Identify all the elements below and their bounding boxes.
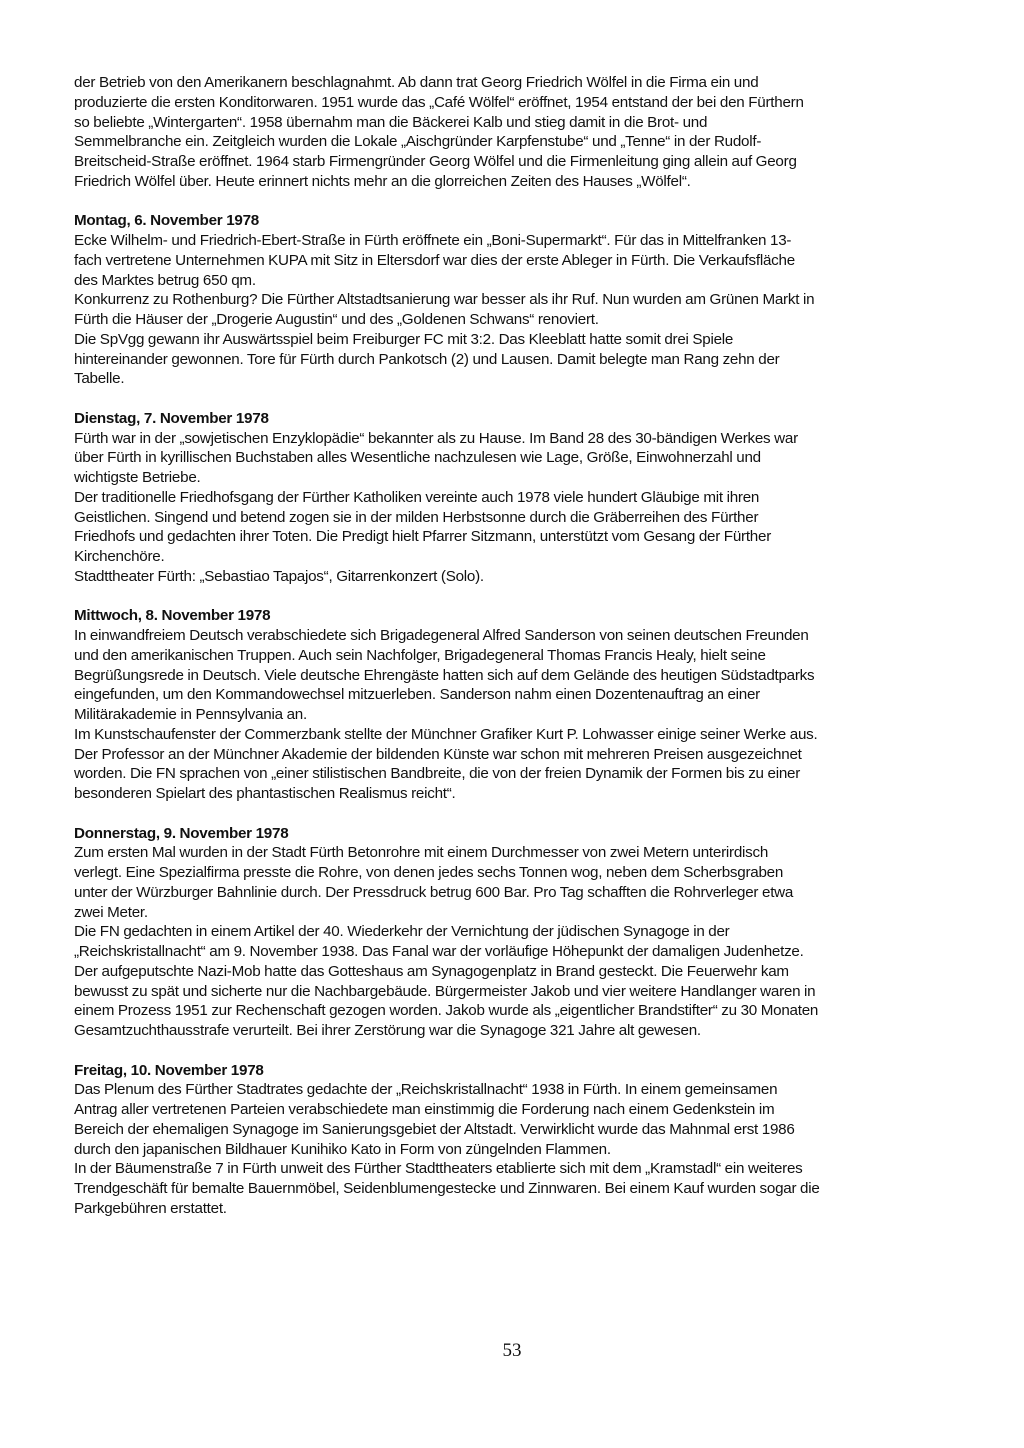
text-line: eingefunden, um den Kommandowechsel mitzuerleben. Sanderson nahm einen Dozentenauftrag an einer xyxy=(74,686,760,704)
text-line: Bereich der ehemaligen Synagoge im Sanierungsgebiet der Altstadt. Verwirklicht wurde das Mahnmal erst 1986 xyxy=(74,1120,795,1138)
text-line: Fürth die Häuser der „Drogerie Augustin“ und des „Goldenen Schwans“ renoviert. xyxy=(74,311,599,328)
text-line: Konkurrenz zu Rothenburg? Die Fürther Altstadtsanierung war besser als ihr Ruf. Nun wurden am Grünen Markt in xyxy=(74,291,815,309)
text-line: und den amerikanischen Truppen. Auch sein Nachfolger, Brigadegeneral Thomas Francis Healy, hielt seine xyxy=(74,646,766,664)
text-line: Semmelbranche ein. Zeitgleich wurden die Lokale „Aischgründer Karpfenstube“ und „Tenne“ in der Rudolf- xyxy=(74,133,762,151)
text-line: Militärakademie in Pennsylvania an. xyxy=(74,706,307,723)
text-line: Im Kunstschaufenster der Commerzbank stellte der Münchner Grafiker Kurt P. Lohwasser einige seiner Werke aus. xyxy=(74,725,818,743)
page-number: 53 xyxy=(502,1340,522,1361)
text-line: wichtigste Betriebe. xyxy=(74,469,201,486)
section-heading: Dienstag, 7. November 1978 xyxy=(74,409,269,427)
document-page xyxy=(74,73,959,1219)
text-line: In einwandfreiem Deutsch verabschiedete sich Brigadegeneral Alfred Sanderson von seinen deutschen Freunden xyxy=(74,627,809,644)
text-line: Stadttheater Fürth: „Sebastiao Tapajos“, Gitarrenkonzert (Solo). xyxy=(74,567,484,585)
text-line: Antrag aller vertretenen Parteien verabschiedete man einstimmig die Forderung nach einem Gedenkstein im xyxy=(74,1101,775,1118)
text-line: Gesamtzuchthausstrafe verurteilt. Bei ihrer Zerstörung war die Synagoge 321 Jahre alt gewesen. xyxy=(74,1022,701,1039)
section-donnerstag xyxy=(74,824,959,1041)
text-line: Der aufgeputschte Nazi-Mob hatte das Gotteshaus am Synagogenplatz in Brand gesteckt. Die Feuerwehr kam xyxy=(74,962,789,980)
text-line: unter der Würzburger Bahnlinie durch. Der Pressdruck betrug 600 Bar. Pro Tag schafften die Rohrverleger etwa xyxy=(74,883,794,901)
text-line: Ecke Wilhelm- und Friedrich-Ebert-Straße in Fürth eröffnete ein „Boni-Supermarkt“. Für das in Mittelfranken 13- xyxy=(74,232,792,249)
text-line: bewusst zu spät und sicherte nur die Nachbargebäude. Bürgermeister Jakob und vier weitere Handlanger waren in xyxy=(74,982,816,1000)
text-line: durch den japanischen Bildhauer Kunihiko Kato in Form von züngelnden Flammen. xyxy=(74,1140,611,1158)
section-heading: Donnerstag, 9. November 1978 xyxy=(74,824,289,842)
text-line: Fürth war in der „sowjetischen Enzyklopädie“ bekannter als zu Hause. Im Band 28 des 30-bändigen Werkes war xyxy=(74,429,798,447)
text-line: Zum ersten Mal wurden in der Stadt Fürth Betonrohre mit einem Durchmesser von zwei Metern unterirdisch xyxy=(74,844,769,862)
text-line: worden. Die FN sprachen von „einer stilistischen Bandbreite, die von der freien Dynamik der Formen bis zu einer xyxy=(74,765,801,783)
text-line: Der Professor an der Münchner Akademie der bildenden Künste war schon mit mehreren Preisen ausgezeichnet xyxy=(74,745,802,763)
text-line: Breitscheid-Straße eröffnet. 1964 starb Firmengründer Georg Wölfel und die Firmenleitung ging allein auf Georg xyxy=(74,153,797,170)
text-line: über Fürth in kyrillischen Buchstaben alles Wesentliche nachzulesen wie Lage, Größe, Einwohnerzahl und xyxy=(74,449,761,467)
text-line: verlegt. Eine Spezialfirma presste die Rohre, von denen jedes sechs Tonnen wog, neben dem Scherbsgraben xyxy=(74,864,784,881)
section-freitag xyxy=(74,1061,959,1219)
text-line: „Reichskristallnacht“ am 9. November 1938. Das Fanal war der vorläufige Höhepunkt der damaligen Judenhetze. xyxy=(74,943,804,960)
text-line: Der traditionelle Friedhofsgang der Fürther Katholiken vereinte auch 1978 viele hundert Gläubige mit ihren xyxy=(74,488,760,506)
section-heading: Montag, 6. November 1978 xyxy=(74,212,259,230)
text-line: der Betrieb von den Amerikanern beschlagnahmt. Ab dann trat Georg Friedrich Wölfel in die Firma ein und xyxy=(74,74,759,91)
section-dienstag xyxy=(74,409,959,587)
text-line: so beliebte „Wintergarten“. 1958 übernahm man die Bäckerei Kalb und stieg damit in die Brot- und xyxy=(74,113,708,131)
text-line: einem Prozess 1951 zur Rechenschaft gezogen worden. Jakob wurde als „eigentlicher Brandstifter“ zu 30 Monaten xyxy=(74,1002,819,1020)
section-heading: Mittwoch, 8. November 1978 xyxy=(74,607,271,625)
text-line: Parkgebühren erstattet. xyxy=(74,1199,227,1217)
text-line: besonderen Spielart des phantastischen Realismus reicht“. xyxy=(74,785,456,802)
text-line: zwei Meter. xyxy=(74,903,148,921)
text-line: Trendgeschäft für bemalte Bauernmöbel, Seidenblumengestecke und Zinnwaren. Bei einem Kauf wurden sogar die xyxy=(74,1180,820,1197)
text-line: Friedhofs und gedachten ihrer Toten. Die Predigt hielt Pfarrer Sitzmann, unterstützt vom Gesang der Fürther xyxy=(74,528,772,546)
text-line: Friedrich Wölfel über. Heute erinnert nichts mehr an die glorreichen Zeiten des Hauses „Wölfel“. xyxy=(74,172,691,190)
text-line: des Marktes betrug 650 qm. xyxy=(74,271,256,289)
text-line: Kirchenchöre. xyxy=(74,548,165,565)
text-line: Die SpVgg gewann ihr Auswärtsspiel beim Freiburger FC mit 3:2. Das Kleeblatt hatte somit drei Spiele xyxy=(74,330,734,348)
text-line: produzierte die ersten Konditorwaren. 1951 wurde das „Café Wölfel“ eröffnet, 1954 entstand der bei den Fürthern xyxy=(74,93,804,111)
section-mittwoch xyxy=(74,606,959,804)
text-line: hintereinander gewonnen. Tore für Fürth durch Pankotsch (2) und Lausen. Damit belegte man Rang zehn der xyxy=(74,350,780,368)
text-line: Das Plenum des Fürther Stadtrates gedachte der „Reichskristallnacht“ 1938 in Fürth. In einem gemeinsamen xyxy=(74,1081,778,1099)
section-montag xyxy=(74,211,959,389)
section-heading: Freitag, 10. November 1978 xyxy=(74,1061,264,1079)
intro-paragraph xyxy=(74,73,959,192)
text-line: Geistlichen. Singend und betend zogen sie in der milden Herbstsonne durch die Gräberreihen des Fürther xyxy=(74,508,759,526)
text-line: Die FN gedachten in einem Artikel der 40. Wiederkehr der Vernichtung der jüdischen Synagoge in der xyxy=(74,923,730,941)
text-line: Begrüßungsrede in Deutsch. Viele deutsche Ehrengäste hatten sich auf dem Gelände des heutigen Südstadtparks xyxy=(74,666,815,684)
text-line: In der Bäumenstraße 7 in Fürth unweit des Fürther Stadttheaters etablierte sich mit dem „Kramstadl“ ein weiteres xyxy=(74,1160,803,1178)
text-line: fach vertretene Unternehmen KUPA mit Sitz in Eltersdorf war dies der erste Ableger in Fürth. Die Verkaufsfläche xyxy=(74,251,795,269)
text-line: Tabelle. xyxy=(74,370,125,388)
